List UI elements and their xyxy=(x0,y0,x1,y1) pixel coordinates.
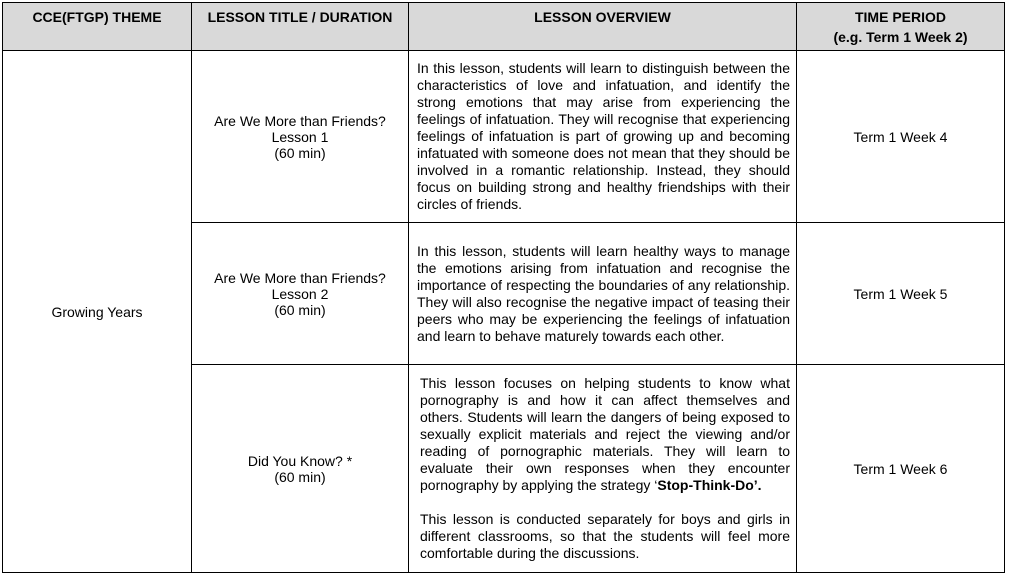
lesson-overview xyxy=(409,365,797,573)
lesson-duration: (60 min) xyxy=(274,301,326,318)
lesson-overview: In this lesson, students will learn to distinguish between the characteristics of love and infatuation, and identify the strong emotions that may arise from experiencing the feelings of infatuation. They will recognise that experiencing feelings of infatuation is part of growing up and becoming infatuated with someone does not mean that they should be involved in a romantic relationship. Instead, they should focus on building strong and healthy friendships with their circles of friends. xyxy=(409,51,797,223)
overview-paragraph: This lesson is conducted separately for boys and girls in different classrooms, so that the students will feel more comfortable during the discussions. xyxy=(420,511,790,561)
header-theme: CCE(FTGP) THEME xyxy=(3,3,192,51)
lesson-number: Lesson 2 xyxy=(271,285,329,302)
lesson-title-cell xyxy=(192,223,409,365)
header-time-period-example: (e.g. Term 1 Week 2) xyxy=(833,29,968,45)
lesson-duration: (60 min) xyxy=(274,468,326,485)
lesson-title: Did You Know? * xyxy=(247,452,353,469)
header-time-period-title: TIME PERIOD xyxy=(854,9,946,25)
lesson-title: Are We More than Friends? xyxy=(214,112,386,129)
time-period: Term 1 Week 4 xyxy=(797,51,1005,223)
header-row xyxy=(3,3,1005,51)
strategy-name: Stop-Think-Do’. xyxy=(657,477,762,493)
header-lesson-title: LESSON TITLE / DURATION xyxy=(192,3,409,51)
lesson-number: Lesson 1 xyxy=(271,128,329,145)
overview-paragraph xyxy=(420,375,790,494)
time-period: Term 1 Week 6 xyxy=(797,365,1005,573)
lesson-title-cell xyxy=(192,365,409,573)
overview-text: This lesson focuses on helping students to know what pornography is and how it can affect themselves and others. Students will learn the dangers of being exposed to sexually explicit materials and reject the viewing and/or reading of pornographic materials. They will learn to evaluate their own responses when they encounter pornography by applying the strategy ‘ xyxy=(420,375,790,493)
theme-cell: Growing Years xyxy=(3,51,192,573)
table-row xyxy=(3,51,1005,223)
lesson-title-cell xyxy=(192,51,409,223)
header-time-period xyxy=(797,3,1005,51)
time-period: Term 1 Week 5 xyxy=(797,223,1005,365)
lesson-plan-table xyxy=(2,2,1005,573)
lesson-duration: (60 min) xyxy=(274,144,326,161)
lesson-overview: In this lesson, students will learn healthy ways to manage the emotions arising from infatuation and recognise the importance of respecting the boundaries of any relationship. They will also recognise the negative impact of teasing their peers who may be experiencing the feelings of infatuation and learn to behave maturely towards each other. xyxy=(409,223,797,365)
header-overview: LESSON OVERVIEW xyxy=(409,3,797,51)
lesson-title: Are We More than Friends? xyxy=(214,269,386,286)
